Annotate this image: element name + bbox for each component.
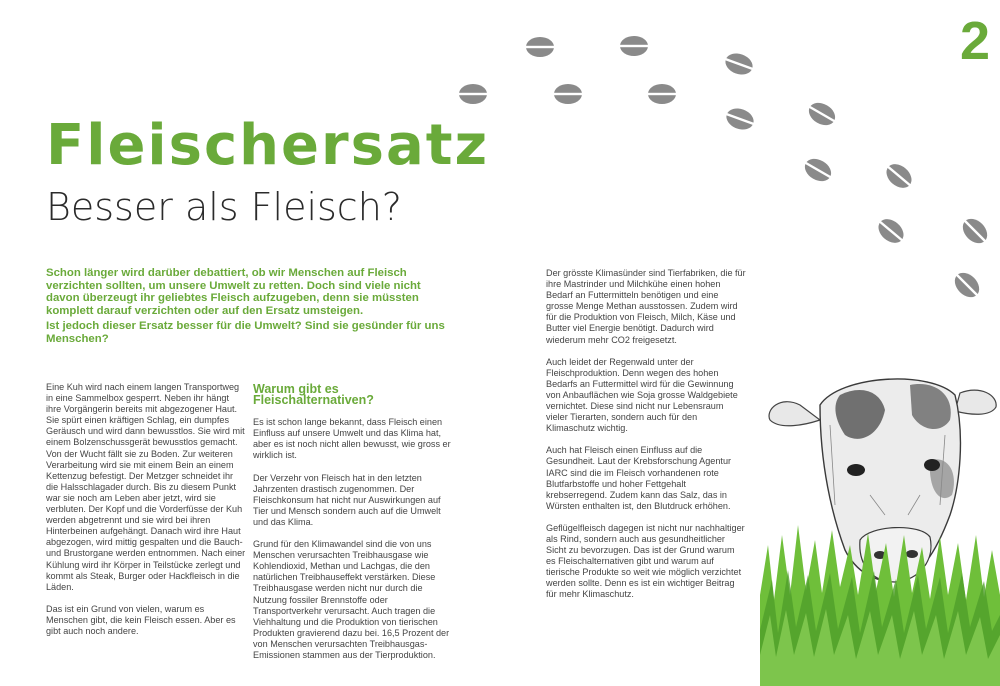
- hoofprint: [957, 213, 992, 248]
- hoofprint: [881, 159, 917, 194]
- page-number: 2: [959, 11, 990, 71]
- body-paragraph: Auch hat Fleisch einen Einfluss auf die Gesundheit. Laut der Krebsforschung Agentur IARC sind die im Fleisch vorhandenen rote Blutfarbstoffe und hoher Fettgehalt krebserregend. Zudem kann das Salz, das in Würsten enthalten ist, den Blutdruck erhöhen.: [546, 445, 732, 511]
- text-column-1: [46, 382, 246, 648]
- intro-question: Ist jedoch dieser Ersatz besser für die Umwelt? Sind sie gesünder für uns Menschen?: [46, 320, 445, 345]
- hoofprint: [873, 214, 909, 249]
- hoofprint: [722, 104, 757, 133]
- section-heading: Warum gibt es Fleischalternativen?: [253, 382, 374, 408]
- hoofprint: [804, 98, 840, 130]
- hoofprint: [721, 49, 756, 78]
- body-paragraph: Geflügelfleisch dagegen ist nicht nur nachhaltiger als Rind, sondern auch aus gesundheitlicher Sicht zu bevorzugen. Das ist der Grund warum es Fleischalternativen gibt und warum auf tierische Produkte so weit wie möglich verzichtet werden sollte. Denn es ist ein wichtiger Beitrag für mehr Klimaschutz.: [546, 522, 745, 600]
- hoofprint: [525, 37, 555, 57]
- body-paragraph: Grund für den Klimawandel sind die von uns Menschen verursachten Treibhausgase wie Kohlendioxid, Methan und Lachgas, die den natürlichen Treibhauseffekt verstärken. Diese Treibhausgase werden nicht nur durch die Nutzung fossiler Brennstoffe oder Transportverkehr verursacht. Auch tragen die Viehhaltung und die Produktion von tierischen Produkten gravierend dazu bei. 16,5 Prozent der von Menschen verursachten Treibhausgas-Emissionen stammen aus der Tierproduktion.: [253, 539, 450, 660]
- intro-paragraph: Schon länger wird darüber debattiert, ob wir Menschen auf Fleisch verzichten sollten, um unsere Umwelt zu retten. Doch sind viele nicht davon überzeugt ihr geliebtes Fleisch aufzugeben, denn sie müssten komplett darauf verzichten oder auf den Ersatz umsteigen.: [46, 267, 421, 317]
- cow-illustration: [760, 365, 1000, 686]
- hoofprint: [647, 84, 677, 104]
- body-paragraph: Es ist schon lange bekannt, dass Fleisch einen Einfluss auf unsere Umwelt und das Klima hat, aber es ist noch nicht allen bewusst, wie gross er wirklich ist.: [253, 417, 451, 461]
- hoofprint: [458, 84, 488, 104]
- hoofprint: [800, 154, 836, 186]
- body-paragraph: Der grösste Klimasünder sind Tierfabriken, die für ihre Mastrinder und Milchkühe einen hohen Bedarf an Futtermitteln benötigen und eine grosse Menge Methan ausstossen. Zudem wird für die Produktion von Fleisch, Milch, Käse und Butter viel Energie benötigt. Dadurch wird wiederum mehr CO2 freigesetzt.: [546, 268, 746, 345]
- body-paragraph: Das ist ein Grund von vielen, warum es Menschen gibt, die kein Fleisch essen. Aber es gibt auch noch andere.: [46, 603, 236, 636]
- hoofprint: [619, 36, 649, 56]
- body-paragraph: Der Verzehr von Fleisch hat in den letzten Jahrzenten drastisch zugenommen. Der Fleischkonsum hat nicht nur Auswirkungen auf Tier und Mensch sondern auch auf die Umwelt und das Klima.: [253, 472, 441, 527]
- hoofprint: [553, 84, 583, 104]
- page-title: Fleischersatz: [46, 113, 490, 178]
- page-subtitle: Besser als Fleisch?: [46, 185, 402, 229]
- body-paragraph: Eine Kuh wird nach einem langen Transportweg in eine Sammelbox gesperrt. Neben ihr hängt ihre Vorgängerin bereits mit abgezogener Haut. Sie spürt einen kräftigen Schlag, ein dumpfes Geräusch und wird dann bewusstlos. Sie wird mit einem Bolzenschussgerät bewusstlos gemacht. Von der Wucht fällt sie zu Boden. Zur weiteren Verarbeitung wird sie mit einem Bein an einem Kettenzug befestigt. Der Metzger schneidet ihr die Halsschlagader durch. Bis zu diesem Punkt war sie noch am Leben aber jetzt, wird sie verbluten. Der Kopf und die Vorderfüsse der Kuh werden abgetrennt und sie wird bei ihren Hinterbeinen aufgehängt. Danach wird ihre Haut abgezogen, wird mittig gespalten und die Bauch- und Brustorgane werden entnommen. Nach einer Kühlung wird ihr Körper in Teilstücke zerlegt und kommt als Steak, Burger oder Hackfleisch in die Läden.: [46, 382, 246, 592]
- body-paragraph: Auch leidet der Regenwald unter der Fleischproduktion. Denn wegen des hohen Bedarfs an Futtermittel wird für die Gewinnung von Anbauflächen wie Soja grosse Waldgebiete vernichtet. Diese sind nicht nur Lebensraum vieler Tierarten, sondern auch für den Klimaschutz wichtig.: [546, 356, 738, 434]
- text-column-3: [546, 268, 746, 612]
- text-column-2: [253, 384, 458, 672]
- hoofprint: [949, 267, 984, 302]
